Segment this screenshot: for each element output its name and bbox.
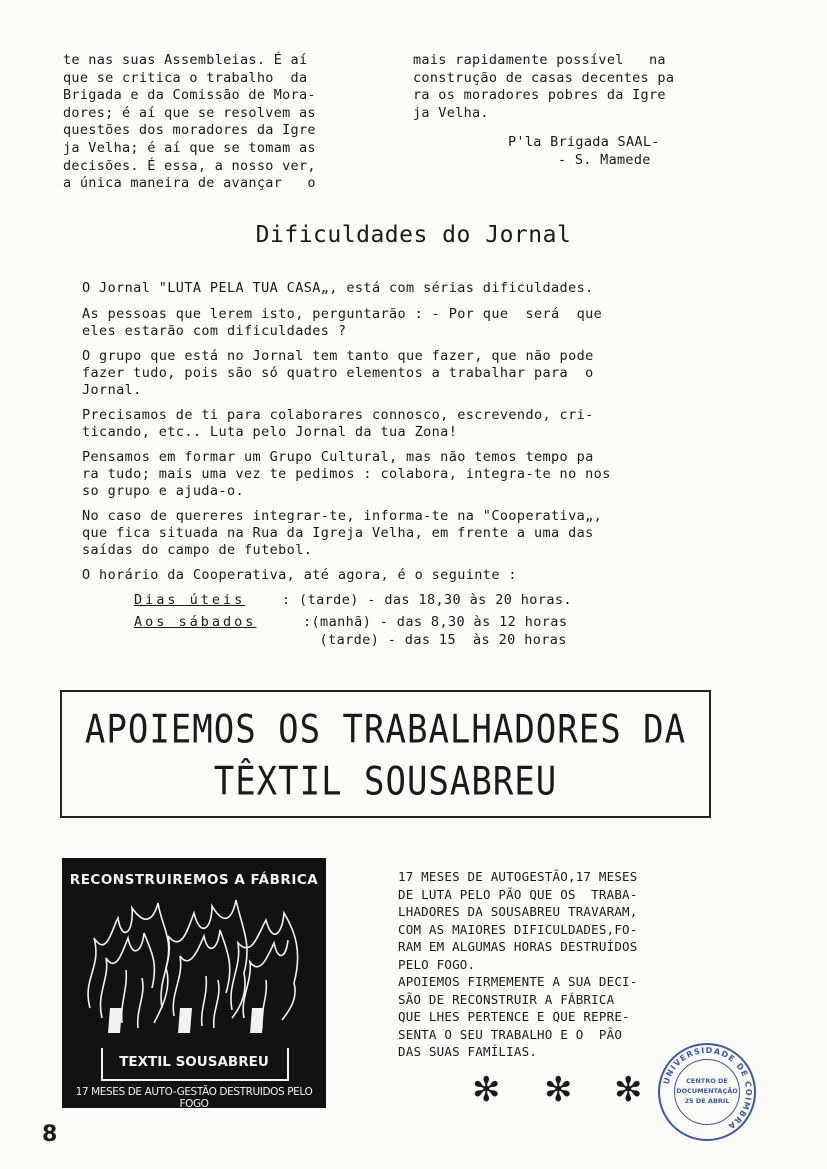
text-line: Precisamos de ti para colaborares connosco, escrevendo, cri- [82, 407, 594, 423]
text-line: ticando, etc.. Luta pelo Jornal da tua Zona! [82, 424, 458, 440]
poster-headline: RECONSTRUIREMOS A FÁBRICA [69, 872, 319, 888]
headline-banner [60, 690, 711, 818]
text-line: ja Velha. [413, 104, 489, 121]
text-line: eles estarão com dificuldades ? [82, 323, 347, 339]
stamp-line: CENTRO DE [686, 1077, 728, 1085]
library-stamp [658, 1043, 756, 1141]
note-line: DE LUTA PELO PÃO QUE OS TRABA- [398, 886, 638, 902]
text-line: Pensamos em formar um Grupo Cultural, mas não temos tempo pa [82, 449, 594, 465]
text-line: As pessoas que lerem isto, perguntarão : - Por que será que [82, 306, 603, 322]
text-line: que fica situada na Rua da Igreja Velha, em frente a uma das [82, 525, 594, 541]
section-title: Dificuldades do Jornal [255, 222, 572, 248]
saturdays-morning: :(manhã) - das 8,30 às 12 horas [303, 614, 568, 630]
signature-line: P'la Brigada SAAL- [508, 134, 660, 150]
text-line: te nas suas Assembleias. É aí [63, 52, 308, 68]
page-number: 8 [42, 1122, 58, 1147]
signature-line: - S. Mamede [558, 152, 651, 168]
stamp-line: 25 DE ABRIL [684, 1097, 730, 1105]
weekdays-label: Dias úteis [134, 592, 246, 608]
saturdays-afternoon: (tarde) - das 15 às 20 horas [311, 632, 567, 648]
text-line: a única maneira de avançar o [63, 175, 316, 192]
note-line: PELO FOGO. [398, 956, 476, 972]
text-line: questões dos moradores da Igre [63, 122, 316, 139]
note-line: DAS SUAS FAMÍLIAS. [398, 1044, 538, 1059]
text-line: ra os moradores pobres da Igre [413, 87, 666, 104]
flames-illustration [62, 858, 326, 1108]
text-line: O Jornal "LUTA PELA TUA CASA„, está com sérias dificuldades. [82, 280, 594, 296]
note-line: APOIEMOS FIRMEMENTE A SUA DECI- [398, 974, 638, 989]
text-line: ja Velha; é aí que se tomam as [63, 140, 316, 156]
saturdays-label: Aos sábados [134, 614, 257, 630]
asterisk-ornament: ✻ [472, 1070, 501, 1110]
stamp-line: DOCUMENTAÇÃO [676, 1087, 738, 1095]
text-line: dores; é aí que se resolvem as [63, 104, 316, 121]
weekdays-time: : (tarde) - das 18,30 às 20 horas. [282, 592, 572, 608]
banner-line-2: TÊXTIL SOUSABREU [213, 759, 558, 805]
text-line: Jornal. [82, 382, 142, 398]
text-line: O horário da Cooperativa, até agora, é o seguinte : [82, 567, 517, 583]
text-line: construção de casas decentes pa [413, 69, 675, 86]
note-line: SÃO DE RECONSTRUIR A FÁBRICA [398, 991, 615, 1007]
text-line: que se critica o trabalho da [63, 69, 308, 86]
text-line: mais rapidamente possível na [413, 52, 666, 68]
text-line: so grupo e ajuda-o. [82, 483, 245, 499]
poster-company-name: TEXTIL SOUSABREU [119, 1054, 269, 1070]
note-line: RAM EM ALGUMAS HORAS DESTRUÍDOS [398, 939, 638, 954]
poster-footer: 17 MESES DE AUTO-GESTÃO DESTRUIDOS PELO FOGO [75, 1086, 313, 1110]
text-line: ra tudo; mais uma vez te pedimos : colabora, integra-te no nos [82, 466, 611, 482]
asterisk-ornament: ✻ [614, 1070, 643, 1110]
text-line: saídas do campo de futebol. [82, 542, 313, 558]
svg-text:UNIVERSIDADE DE COIMBRA: UNIVERSIDADE DE COIMBRA [661, 1045, 754, 1132]
text-line: decisões. É essa, a nosso ver, [63, 157, 316, 174]
asterisk-ornament: ✻ [544, 1070, 573, 1110]
factory-poster [62, 858, 326, 1108]
note-line: SENTA O SEU TRABALHO E O PÃO [398, 1026, 623, 1042]
text-line: fazer tudo, pois são só quatro elementos a trabalhar para o [82, 365, 594, 381]
note-line: QUE LHES PERTENCE E QUE REPRE- [398, 1009, 630, 1024]
banner-line-1: APOIEMOS OS TRABALHADORES DA [84, 707, 687, 753]
note-line: COM AS MAIORES DIFICULDADES,FO- [398, 921, 638, 937]
note-line: LHADORES DA SOUSABREU TRAVARAM, [398, 904, 638, 919]
note-line: 17 MESES DE AUTOGESTÃO,17 MESES [398, 869, 638, 884]
text-line: No caso de quereres integrar-te, informa-te na "Cooperativa„, [82, 508, 603, 524]
text-line: Brigada e da Comissão de Mora- [63, 87, 316, 104]
text-line: O grupo que está no Jornal tem tanto que fazer, que não pode [82, 348, 594, 364]
